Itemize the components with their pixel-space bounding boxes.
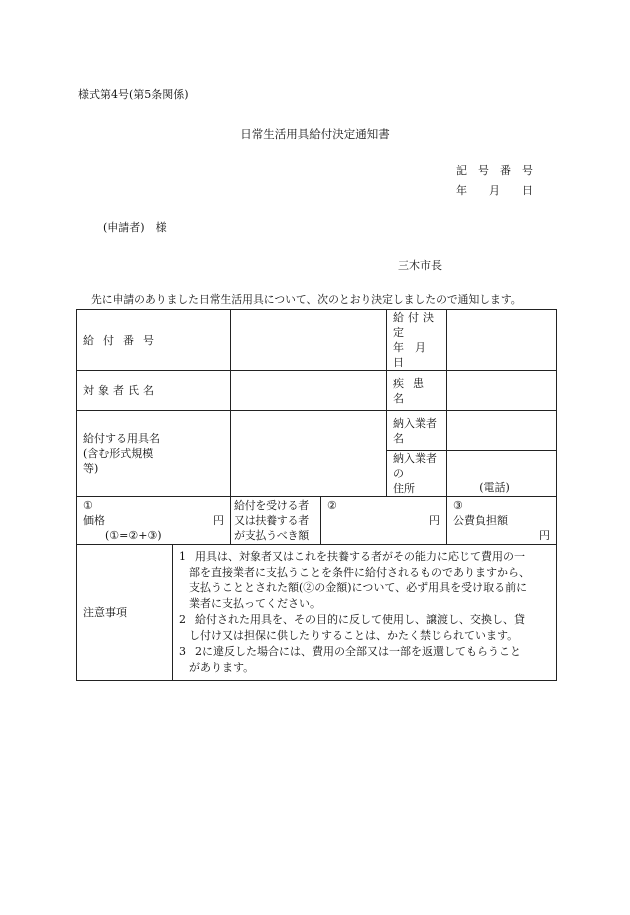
decision-date-value[interactable] — [447, 310, 557, 371]
price-num: ① — [83, 499, 93, 512]
payer-label-2: 又は扶養する者 — [234, 514, 309, 527]
notes-label: 注意事項 — [83, 606, 127, 619]
note-number: 3 — [179, 645, 186, 658]
document-title: 日常生活用具給付決定通知書 — [240, 127, 390, 141]
item-value[interactable] — [231, 411, 387, 497]
note-item-1 — [179, 549, 552, 611]
issue-date: 年 月 日 — [456, 184, 533, 197]
public-unit: 円 — [539, 529, 550, 542]
disease-label-cell — [387, 371, 447, 411]
grant-number-label-cell — [77, 310, 231, 371]
note-number: 2 — [179, 613, 186, 626]
price-formula: (①=②+③) — [105, 529, 162, 542]
note-line: 部を直接業者に支払うことを条件に給付されるものでありますから、 — [189, 565, 530, 579]
public-amount-cell[interactable] — [447, 497, 557, 545]
intro-text: 先に申請のありました日常生活用具について、次のとおり決定しましたので通知します。 — [91, 293, 522, 306]
issuer-mayor: 三木市長 — [398, 259, 442, 272]
note-line: し付け又は担保に供したりすることは、かたく禁じられています。 — [189, 628, 519, 642]
payer-label-1: 給付を受ける者 — [234, 499, 309, 512]
vendor-name-label: 納入業者名 — [393, 416, 437, 445]
decision-date-label-1: 給付決定 — [393, 311, 438, 339]
grant-number-label: 給付番号 — [83, 333, 163, 347]
disease-value[interactable] — [447, 371, 557, 411]
vendor-name-label-cell — [387, 411, 447, 451]
phone-label: (電話) — [479, 481, 510, 494]
vendor-address-value[interactable] — [447, 451, 557, 497]
payer-label-cell — [231, 497, 321, 545]
note-line: 2に違反した場合には、費用の全部又は一部を返還してもらうこと — [195, 645, 521, 658]
price-cell[interactable] — [77, 497, 231, 545]
decision-table — [76, 309, 557, 681]
payer-amount-cell[interactable] — [321, 497, 447, 545]
vendor-address-label-cell — [387, 451, 447, 497]
payer-unit: 円 — [429, 514, 440, 527]
price-label: 価格 — [83, 514, 105, 527]
public-num: ③ — [453, 499, 463, 512]
note-line: 支払うこととされた額(②の金額)について、必ず用具を受け取る前に — [189, 581, 528, 594]
payer-num: ② — [327, 499, 337, 512]
vendor-address-label-1: 納入業者の — [393, 452, 437, 480]
note-item-2 — [179, 612, 552, 643]
recipient-name-value[interactable] — [231, 371, 387, 411]
notes-label-cell — [77, 545, 173, 681]
decision-date-label-cell — [387, 310, 447, 371]
note-line: 業者に支払ってください。 — [189, 596, 321, 610]
grant-number-value[interactable] — [231, 310, 387, 371]
disease-label: 疾患名 — [393, 376, 433, 405]
form-number-label: 様式第4号(第5条関係) — [78, 88, 189, 101]
note-line: 用具は、対象者又はこれを扶養する者がその能力に応じて費用の一 — [195, 550, 525, 563]
notes-content — [173, 545, 557, 681]
recipient-name-label-cell — [77, 371, 231, 411]
item-label-cell — [77, 411, 231, 497]
applicant-addressee: (申請者) 様 — [103, 221, 167, 234]
item-label-3: 等) — [83, 462, 99, 475]
price-unit: 円 — [213, 514, 224, 527]
vendor-address-label-2: 住所 — [393, 482, 415, 495]
vendor-name-value[interactable] — [447, 411, 557, 451]
note-line: 給付された用具を、その目的に反して使用し、譲渡し、交換し、貸 — [195, 613, 525, 626]
note-line: があります。 — [189, 660, 255, 674]
note-number: 1 — [179, 550, 186, 563]
decision-date-label-2: 年 月 日 — [393, 341, 437, 369]
item-label-1: 給付する用具名 — [83, 432, 160, 445]
recipient-name-label: 対象者氏名 — [83, 384, 158, 397]
reference-number: 記 号 番 号 — [456, 164, 533, 177]
note-item-3 — [179, 644, 552, 675]
payer-label-3: が支払うべき額 — [234, 529, 309, 542]
public-label: 公費負担額 — [453, 514, 508, 527]
item-label-2: (含む形式規模 — [83, 447, 154, 460]
